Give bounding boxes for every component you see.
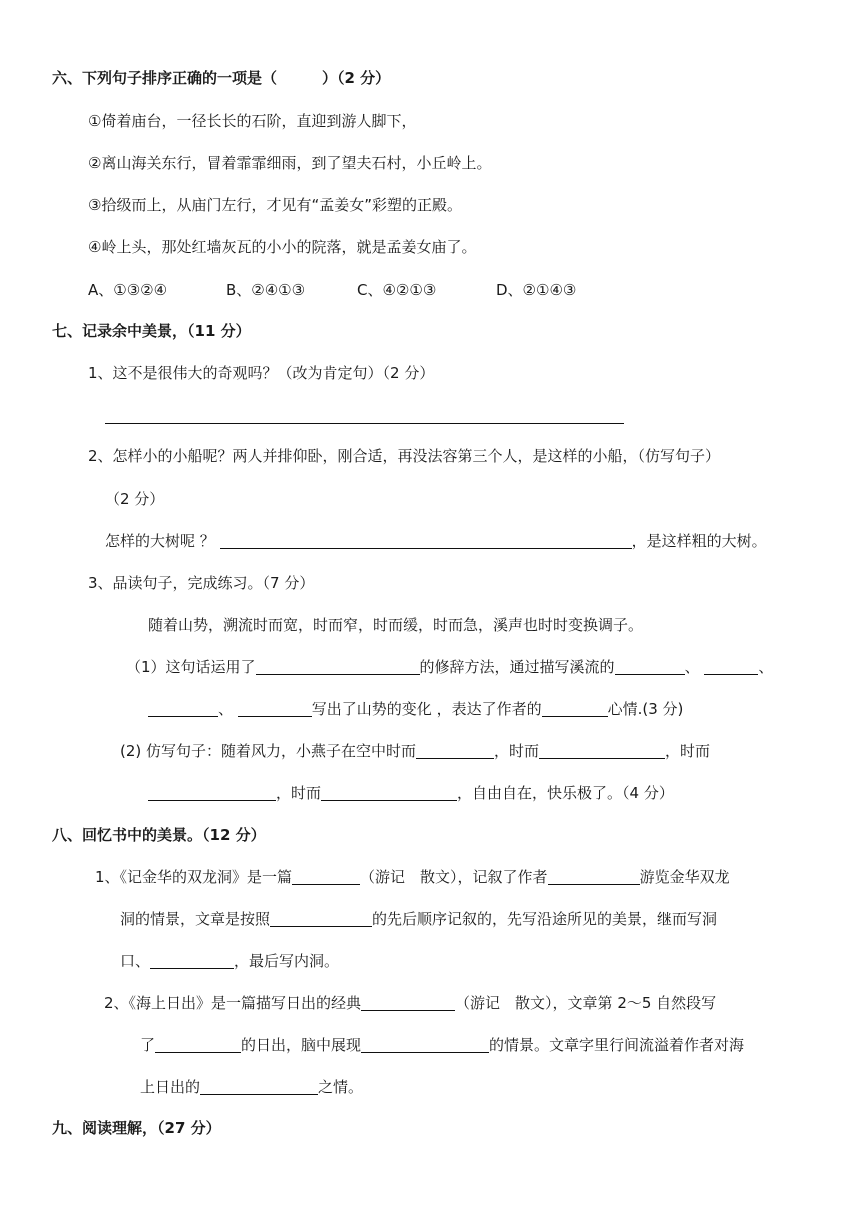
q7-3-2-text-c: ，时而 — [665, 742, 711, 760]
q7-3-2-row-2 — [148, 782, 674, 804]
q7-2-score: （2 分） — [105, 490, 165, 508]
q8-1-row-3 — [120, 950, 339, 972]
q8-1-blank-order[interactable] — [270, 910, 372, 927]
q7-3-2-blank-3[interactable] — [148, 784, 276, 801]
q8-1-text-g: ，最后写内洞。 — [234, 952, 340, 970]
q8-1-text-b: （游记 散文），记叙了作者 — [360, 868, 548, 886]
q8-2-text-f: 上日出的 — [140, 1078, 201, 1096]
q7-3-prompt: 3、品读句子，完成练习。（7 分） — [88, 574, 315, 592]
q7-3-2-text-a: (2) 仿写句子：随着风力，小燕子在空中时而 — [120, 742, 417, 760]
sentence-3: ③拾级而上，从庙门左行，才见有“孟姜女”彩塑的正殿。 — [88, 196, 462, 214]
q7-2-answer-blank[interactable] — [220, 532, 632, 549]
q7-3-2-blank-1[interactable] — [416, 742, 494, 759]
q7-3-1-blank-1[interactable] — [615, 658, 685, 675]
q8-2-blank-weather[interactable] — [155, 1036, 241, 1053]
q8-1-blank-place[interactable] — [150, 952, 234, 969]
section-6-heading: 六、下列句子排序正确的一项是（ ）（2 分） — [52, 69, 391, 87]
q8-2-row-2 — [140, 1034, 744, 1056]
q8-2-row-3 — [140, 1076, 363, 1098]
q8-1-text-c: 游览金华双龙 — [639, 868, 730, 886]
q7-3-1-blank-rhetoric[interactable] — [256, 658, 420, 675]
sentence-2: ②离山海关东行，冒着霏霏细雨，到了望夫石村，小丘岭上。 — [88, 154, 492, 172]
q7-3-2-text-b: ，时而 — [494, 742, 540, 760]
option-c[interactable]: C、④②①③ — [357, 281, 437, 299]
q7-3-1-text-c: 写出了山势的变化 ，表达了作者的 — [311, 700, 542, 718]
q7-2-prefix: 怎样的大树呢 ？ — [105, 532, 215, 550]
q8-2-blank-feeling[interactable] — [200, 1078, 318, 1095]
q8-2-text-d: 的日出，脑中展现 — [241, 1036, 362, 1054]
q7-1-answer-line[interactable] — [105, 423, 624, 424]
sentence-4: ④岭上头，那处红墙灰瓦的小小的院落，就是孟姜女庙了。 — [88, 238, 477, 256]
q8-1-text-d: 洞的情景，文章是按照 — [120, 910, 271, 928]
q7-3-1-row — [126, 656, 773, 678]
option-d[interactable]: D、②①④③ — [496, 281, 577, 299]
q7-3-1-blank-3[interactable] — [148, 700, 218, 717]
section-7-heading: 七、记录余中美景，（11 分） — [52, 322, 251, 340]
q7-3-2-blank-4[interactable] — [321, 784, 457, 801]
q8-1-row-2 — [120, 908, 717, 930]
option-a[interactable]: A、①③②④ — [88, 281, 168, 299]
q7-3-1-sep-2: 、 — [758, 658, 774, 676]
q8-2-blank-scene[interactable] — [361, 1036, 489, 1053]
option-b[interactable]: B、②④①③ — [226, 281, 306, 299]
q8-2-text-b: （游记 散文），文章第 2～5 自然段写 — [455, 994, 717, 1012]
q7-3-1-sep-1: 、 — [684, 658, 700, 676]
q7-3-2-text-e: ，自由自在，快乐极了。（4 分） — [457, 784, 674, 802]
q7-3-1-blank-mood[interactable] — [542, 700, 608, 717]
q7-2-prompt: 2、怎样小的小船呢？两人并排仰卧，刚合适，再没法容第三个人，是这样的小船，（仿写句子） — [88, 447, 721, 465]
q7-3-1-text-d: 心情.(3 分) — [607, 700, 684, 718]
q7-3-2-row — [120, 740, 710, 762]
q7-3-2-blank-2[interactable] — [539, 742, 665, 759]
q8-1-row-1 — [95, 866, 730, 888]
q7-3-1-blank-4[interactable] — [238, 700, 312, 717]
q7-3-1-text-b: 的修辞方法，通过描写溪流的 — [419, 658, 615, 676]
q8-2-text-c: 了 — [140, 1036, 156, 1054]
section-8-heading: 八、回忆书中的美景。（12 分） — [52, 826, 266, 844]
q7-3-1-text-a: （1）这句话运用了 — [126, 658, 256, 676]
q8-1-text-f: 口、 — [120, 952, 151, 970]
q7-3-1-row-2 — [148, 698, 683, 720]
q7-1-prompt: 1、这不是很伟大的奇观吗？（改为肯定句）（2 分） — [88, 364, 435, 382]
q8-2-blank-genre[interactable] — [361, 994, 455, 1011]
q8-1-blank-genre[interactable] — [292, 868, 360, 885]
q8-1-text-a: 1、《记金华的双龙洞》是一篇 — [95, 868, 293, 886]
q7-3-1-sep-3: 、 — [218, 700, 234, 718]
q8-2-row-1 — [104, 992, 716, 1014]
q7-2-suffix: ，是这样粗的大树。 — [631, 532, 767, 550]
q8-1-text-e: 的先后顺序记叙的，先写沿途所见的美景，继而写洞 — [372, 910, 718, 928]
q8-2-text-e: 的情景。文章字里行间流溢着作者对海 — [489, 1036, 745, 1054]
q8-1-blank-author[interactable] — [548, 868, 640, 885]
q7-3-1-blank-2[interactable] — [704, 658, 758, 675]
q7-3-quote: 随着山势，溯流时而宽，时而窄，时而缓，时而急，溪声也时时变换调子。 — [148, 616, 644, 634]
sentence-1: ①倚着庙台，一径长长的石阶，直迎到游人脚下， — [88, 112, 417, 130]
q8-2-text-a: 2、《海上日出》是一篇描写日出的经典 — [104, 994, 362, 1012]
q7-3-2-text-d: ，时而 — [276, 784, 322, 802]
q7-2-answer-row — [105, 530, 767, 552]
section-9-heading: 九、阅读理解，（27 分） — [52, 1119, 221, 1137]
q8-2-text-g: 之情。 — [318, 1078, 364, 1096]
